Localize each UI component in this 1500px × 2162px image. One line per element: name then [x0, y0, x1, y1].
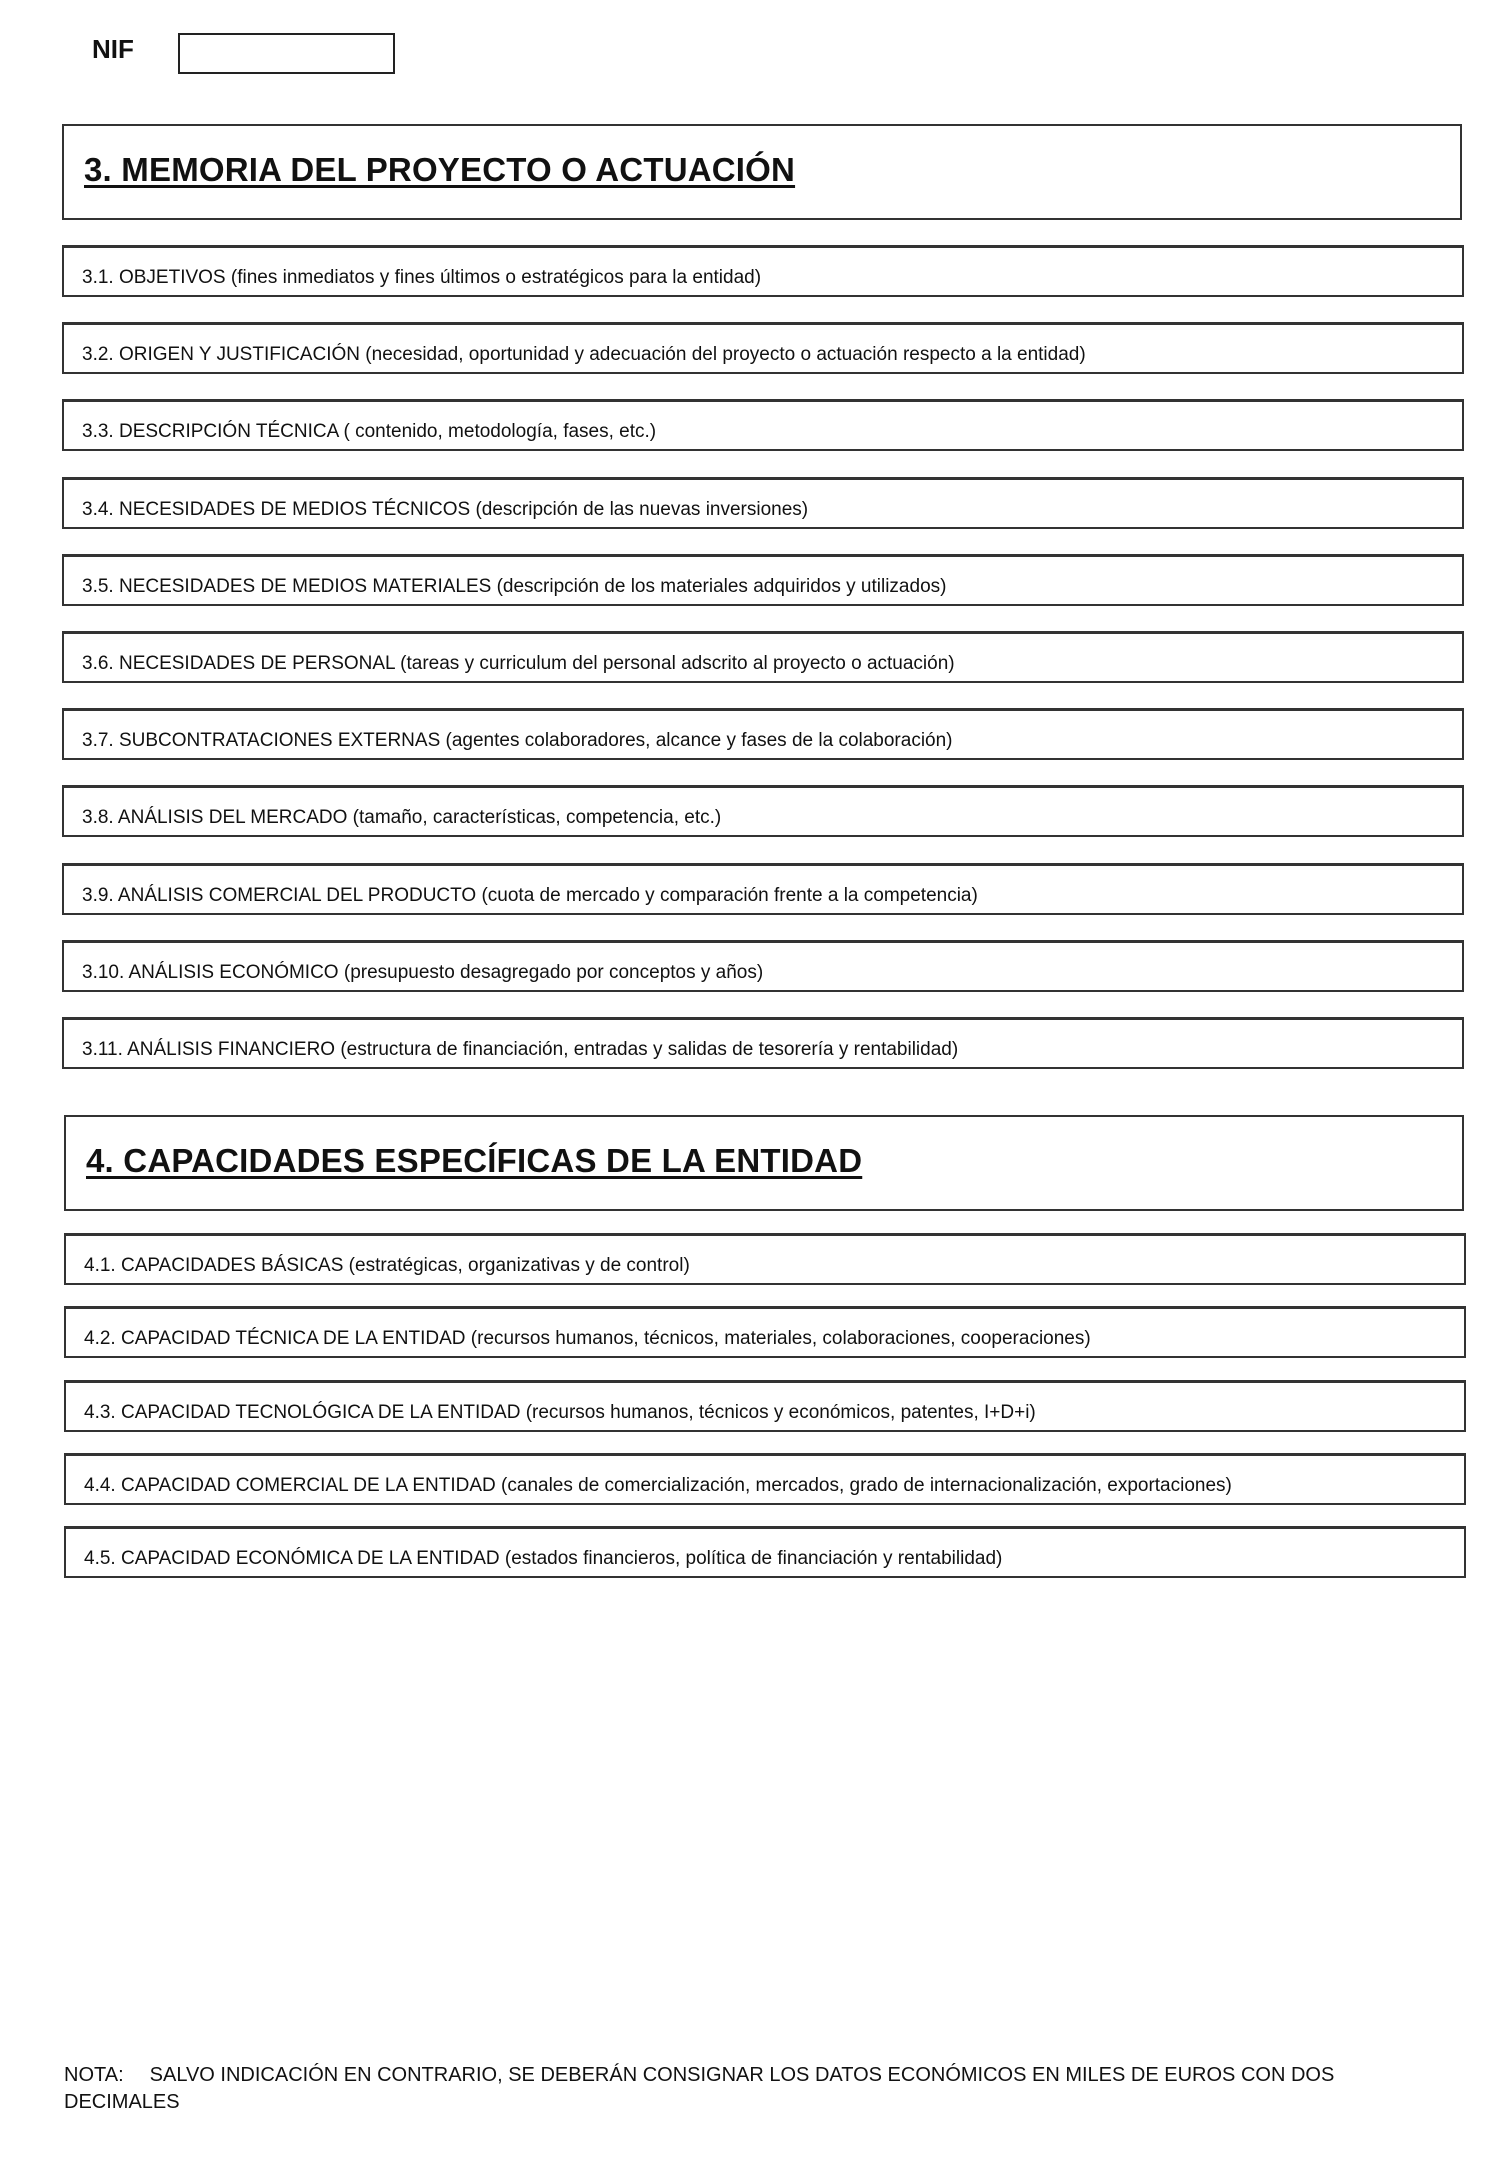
field-label: 4.1. CAPACIDADES BÁSICAS (estratégicas, organizativas y de control)	[84, 1255, 690, 1276]
section-3-field-2[interactable]	[62, 322, 1464, 374]
note-prefix: NOTA:	[64, 2064, 124, 2086]
section-3-field-10[interactable]	[62, 940, 1464, 992]
section-3-field-11[interactable]	[62, 1017, 1464, 1069]
section-3-field-7[interactable]	[62, 708, 1464, 760]
section-4-field-2[interactable]	[64, 1306, 1466, 1358]
section-4-field-4[interactable]	[64, 1453, 1466, 1505]
field-label: 3.1. OBJETIVOS (fines inmediatos y fines últimos o estratégicos para la entidad)	[82, 267, 762, 288]
section-4-field-1[interactable]	[64, 1233, 1466, 1285]
field-label: 3.6. NECESIDADES DE PERSONAL (tareas y curriculum del personal adscrito al proyecto o actuación)	[82, 653, 955, 674]
field-label: 4.4. CAPACIDAD COMERCIAL DE LA ENTIDAD (canales de comercialización, mercados, grado de internacionalización, exportaciones)	[84, 1474, 1232, 1496]
field-label: 3.11. ANÁLISIS FINANCIERO (estructura de financiación, entradas y salidas de tesorería y rentabilidad)	[82, 1039, 959, 1060]
section-3-header	[62, 124, 1462, 220]
field-label: 3.7. SUBCONTRATACIONES EXTERNAS (agentes colaboradores, alcance y fases de la colaboración)	[82, 730, 953, 752]
section-3-title: 3. MEMORIA DEL PROYECTO O ACTUACIÓN	[84, 151, 796, 188]
footer-note	[64, 2062, 1444, 2116]
section-3-field-8[interactable]	[62, 785, 1464, 837]
field-label: 3.2. ORIGEN Y JUSTIFICACIÓN (necesidad, oportunidad y adecuación del proyecto o actuación respecto a la entidad)	[82, 344, 1086, 366]
note-text: SALVO INDICACIÓN EN CONTRARIO, SE DEBERÁN CONSIGNAR LOS DATOS ECONÓMICOS EN MILES DE EUROS CON DOS DECIMALES	[64, 2064, 1335, 2113]
section-4-header	[64, 1115, 1464, 1211]
section-3-field-6[interactable]	[62, 631, 1464, 683]
field-label: 3.9. ANÁLISIS COMERCIAL DEL PRODUCTO (cuota de mercado y comparación frente a la competencia)	[82, 884, 978, 906]
nif-label: NIF	[92, 34, 134, 64]
section-3-field-1[interactable]	[62, 245, 1464, 297]
section-4-field-3[interactable]	[64, 1380, 1466, 1432]
field-label: 3.8. ANÁLISIS DEL MERCADO (tamaño, características, competencia, etc.)	[82, 807, 722, 829]
field-label: 4.2. CAPACIDAD TÉCNICA DE LA ENTIDAD (recursos humanos, técnicos, materiales, colaboraciones, cooperaciones)	[84, 1328, 1091, 1350]
section-3-field-3[interactable]	[62, 399, 1464, 451]
field-label: 3.5. NECESIDADES DE MEDIOS MATERIALES (descripción de los materiales adquiridos y utilizados)	[82, 575, 947, 597]
section-3-field-4[interactable]	[62, 477, 1464, 529]
field-label: 3.3. DESCRIPCIÓN TÉCNICA ( contenido, metodología, fases, etc.)	[82, 421, 657, 443]
section-4-field-5[interactable]	[64, 1526, 1466, 1578]
field-label: 3.10. ANÁLISIS ECONÓMICO (presupuesto desagregado por conceptos y años)	[82, 961, 764, 983]
nif-field[interactable]	[178, 33, 395, 74]
section-3-field-5[interactable]	[62, 554, 1464, 606]
section-4-title: 4. CAPACIDADES ESPECÍFICAS DE LA ENTIDAD	[86, 1142, 863, 1179]
section-3-field-9[interactable]	[62, 863, 1464, 915]
field-label: 4.3. CAPACIDAD TECNOLÓGICA DE LA ENTIDAD (recursos humanos, técnicos y económicos, patentes, I+D+i)	[84, 1401, 1036, 1423]
field-label: 4.5. CAPACIDAD ECONÓMICA DE LA ENTIDAD (estados financieros, política de financiación y rentabilidad)	[84, 1548, 1003, 1570]
field-label: 3.4. NECESIDADES DE MEDIOS TÉCNICOS (descripción de las nuevas inversiones)	[82, 498, 809, 520]
